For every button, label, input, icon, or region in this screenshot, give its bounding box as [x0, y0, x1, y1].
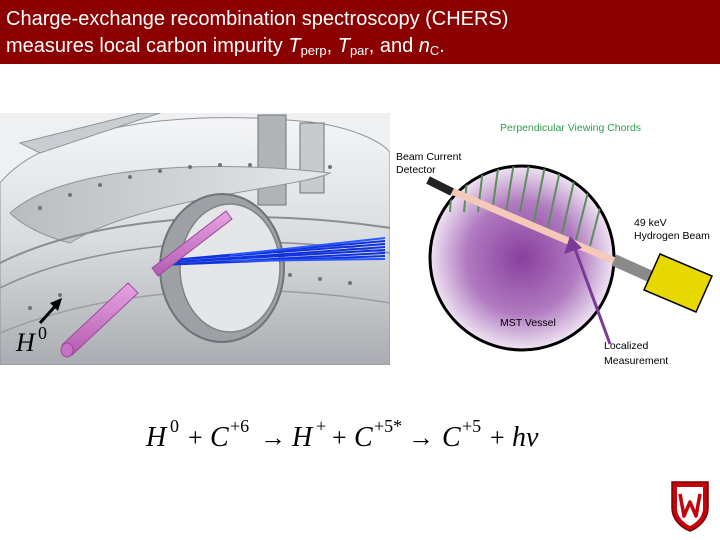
- eq-arrow-1: →: [260, 423, 286, 452]
- eq-plus-2: +: [332, 423, 347, 452]
- vessel-drawing: [392, 112, 720, 368]
- eq-c5star-sup: +5*: [374, 416, 403, 436]
- equation-drawing: [142, 410, 602, 460]
- h0-label-letter: H: [16, 328, 35, 357]
- eq-plus-1: +: [188, 423, 203, 452]
- mst-vessel-label: MST Vessel: [500, 317, 556, 329]
- vertical-port: [258, 115, 286, 205]
- title-prefix: measures local carbon impurity: [6, 35, 289, 57]
- slide-title-line-2: [6, 34, 445, 63]
- beam-current-detector: [428, 180, 452, 192]
- eq-plus-3: +: [490, 423, 505, 452]
- eq-c6: C: [210, 422, 229, 453]
- beam-housing: [614, 260, 654, 278]
- tokamak-illustration: [0, 113, 390, 365]
- title-n-subscript: C: [429, 43, 440, 58]
- eq-c5-sup: +5: [462, 416, 482, 436]
- beam-energy-label: 49 keV: [634, 217, 667, 229]
- eq-hplus-sup: +: [316, 416, 327, 436]
- title-n-letter: n: [418, 35, 430, 57]
- eq-c5star: C: [354, 422, 373, 453]
- university-crest-logo: [668, 478, 712, 532]
- title-t-par-letter: T: [337, 35, 350, 57]
- beam-detector-label-2: Detector: [396, 164, 436, 176]
- port-flange: [300, 123, 324, 193]
- beam-name-label: Hydrogen Beam: [634, 230, 710, 242]
- eq-arrow-2: →: [408, 423, 434, 452]
- eq-c5: C: [442, 422, 461, 453]
- cutaway-port-inner: [180, 204, 280, 332]
- eq-photon: hν: [512, 422, 539, 453]
- beam-detector-label-1: Beam Current: [396, 151, 462, 163]
- title-t-perp-letter: T: [288, 35, 301, 57]
- eq-h0-sup: 0: [170, 416, 179, 436]
- perp-chords-label: Perpendicular Viewing Chords: [500, 122, 642, 134]
- title-par-subscript: par: [349, 43, 369, 58]
- eq-c6-sup: +6: [230, 416, 250, 436]
- hydrogen-beam-source: [644, 254, 712, 312]
- eq-hplus: H: [292, 422, 313, 453]
- slide-title-line-1: Charge-exchange recombination spectroscopy (CHERS): [6, 8, 509, 30]
- title-separator: , and: [368, 35, 419, 57]
- title-period: .: [439, 35, 445, 57]
- eq-h0: H: [146, 422, 167, 453]
- reaction-equation: [142, 410, 602, 460]
- rod-end: [61, 343, 73, 357]
- tokamak-drawing: [0, 113, 390, 365]
- localized-label-1: Localized: [604, 340, 649, 352]
- title-bar: [0, 0, 720, 64]
- title-perp-subscript: perp: [300, 43, 327, 58]
- localized-label-2: Measurement: [604, 355, 669, 367]
- vessel-schematic: [392, 112, 720, 368]
- crest-drawing: [668, 478, 712, 532]
- title-separator: ,: [326, 35, 338, 57]
- h0-label-superscript: 0: [38, 323, 47, 343]
